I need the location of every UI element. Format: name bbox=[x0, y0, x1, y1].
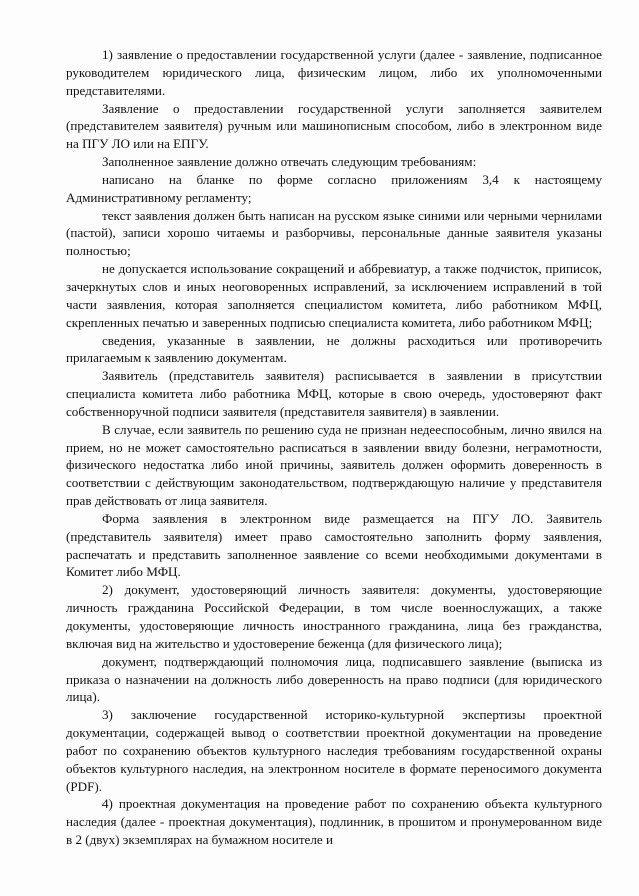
paragraph: документ, подтверждающий полномочия лица, подписавшего заявление (выписка из приказа о назначении на должность либо доверенность на право подписи (для юридического лица). bbox=[66, 653, 602, 705]
paragraph: 3) заключение государственной историко-культурной экспертизы проектной документации, содержащей вывод о соответствии проектной документации на проведение работ по сохранению объектов культурного наследия требованиям государственной охраны объектов культурного наследия, на электронном носителе в формате переносимого документа (PDF). bbox=[66, 707, 602, 794]
paragraph: Заявитель (представитель заявителя) расписывается в заявлении в присутствии специалиста комитета либо работника МФЦ, которые в свою очередь, удостоверяют факт собственноручной подписи заявителя (представителя заявителя) в заявлении. bbox=[66, 368, 602, 419]
paragraph: 1) заявление о предоставлении государственной услуги (далее - заявление, подписанное руководителем юридического лица, физическим лицом, либо их уполномоченными представителями. bbox=[66, 47, 602, 98]
paragraph: 2) документ, удостоверяющий личность заявителя: документы, удостоверяющие личность гражданина Российской Федерации, в том числе военнослужащих, а также документы, удостоверяющие личность иностранного гражданина, лица без гражданства, включая вид на жительство и удостоверение беженца (для физического лица); bbox=[66, 582, 602, 651]
paragraph: сведения, указанные в заявлении, не должны расходиться или противоречить прилагаемым к заявлению документам. bbox=[66, 332, 602, 366]
paragraph: Заполненное заявление должно отвечать следующим требованиям: bbox=[102, 154, 477, 170]
paragraph: не допускается использование сокращений и аббревиатур, а также подчисток, приписок, зачеркнутых слов и иных неоговоренных исправлений, за исключением исправлений в той части заявления, которая заполняется специалистом комитета, либо работником МФЦ, скрепленных печатью и заверенных подписью специалиста комитета, либо работником МФЦ; bbox=[66, 261, 602, 330]
paragraph: текст заявления должен быть написан на русском языке синими или черными чернилами (пастой), записи хорошо читаемы и разборчивы, персональные данные заявителя указаны полностью; bbox=[66, 207, 602, 259]
paragraph: Форма заявления в электронном виде размещается на ПГУ ЛО. Заявитель (представитель заявителя) имеет право самостоятельно заполнить форму заявления, распечатать и представить заполненное заявление со всеми необходимыми документами в Комитет либо МФЦ. bbox=[66, 510, 602, 580]
paragraph: написано на бланке по форме согласно приложениям 3,4 к настоящему Административному регламенту; bbox=[66, 171, 602, 205]
paragraph: Заявление о предоставлении государственной услуги заполняется заявителем (представителем заявителя) ручным или машинописным способом, либо в электронном виде на ПГУ ЛО или на ЕПГУ. bbox=[66, 100, 602, 152]
paragraph: В случае, если заявитель по решению суда не признан недееспособным, лично явился на прием, но не может самостоятельно расписаться в заявлении ввиду болезни, неграмотности, физического недостатка либо иной причины, заявитель должен оформить доверенность в соответствии с действующим законодательством, подтверждающую наличие у представителя прав действовать от лица заявителя. bbox=[66, 421, 602, 509]
paragraph: 4) проектная документация на проведение работ по сохранению объекта культурного наследия (далее - проектная документация), подлинник, в прошитом и пронумерованном виде в 2 (двух) экземплярах на бумажном носителе и bbox=[66, 796, 602, 848]
document-body bbox=[66, 46, 602, 849]
